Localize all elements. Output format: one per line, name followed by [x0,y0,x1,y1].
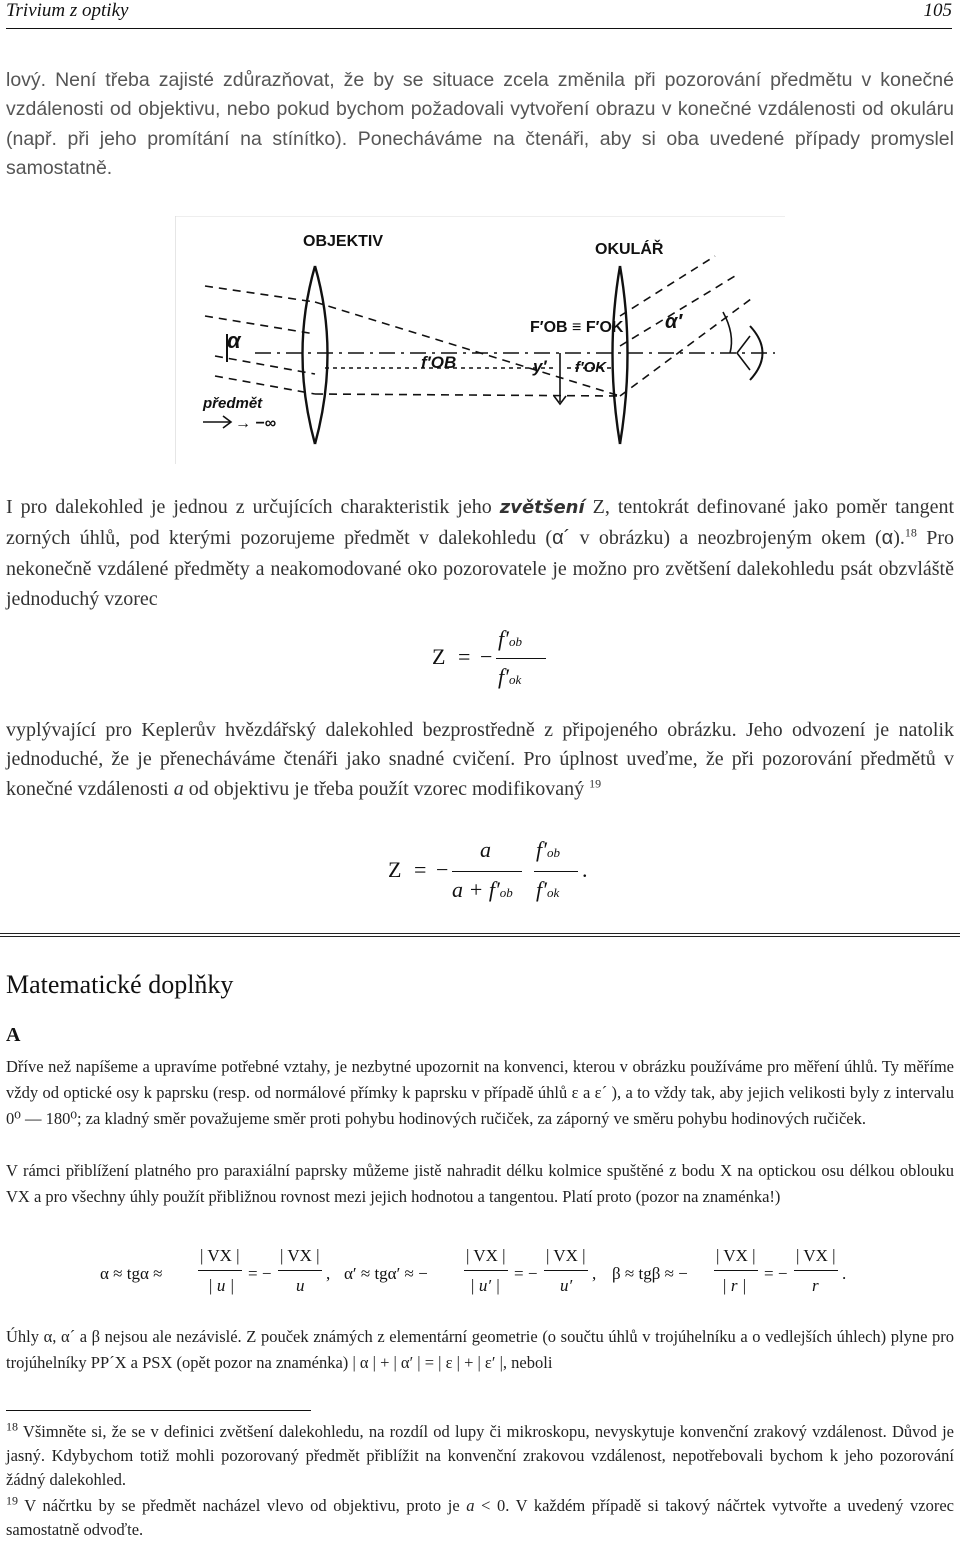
label-alpha: α [227,328,241,353]
eq2-den2-f: f′ [536,877,547,902]
text-segment: ). [893,527,905,550]
equation-finite-distance [388,835,618,915]
eq2-equals: = [414,857,427,882]
telescope-figure [175,216,785,464]
eq2-num2-sub: ob [546,845,560,860]
label-y-prime: y′ [533,357,547,376]
eq3-g1-eq: = − [248,1264,272,1283]
text-segment: , neboli [502,1353,553,1372]
section-divider [0,933,960,934]
eq3-g2-lhs: α′ ≈ tgα′ ≈ − [344,1264,428,1283]
eq1-den-sub: ok [508,672,522,687]
eq2-minus: − [436,857,449,882]
label-predmet: předmět [203,395,263,412]
eq2-den1-text: a + f′ [452,877,500,902]
footnote-19 [6,1494,954,1542]
eq1-numerator [498,626,522,652]
eq2-bar2 [534,871,578,872]
symbol-alpha: α [881,527,894,550]
footnote-ref-19: 19 [589,776,602,791]
paragraph-angle-convention: Dříve než napíšeme a upravíme potřebné vztahy, je nezbytné upozornit na konvenci, kterou v obrázku používáme pro měření úhlů. Ty měříme vždy od optické osy k paprsku (resp. od normálové přímky k paprsku v případě úhlů ε a ε´ ), a to vždy tak, aby jejich velikosti byly z intervalu 0⁰ — 180⁰; za kladný směr považujeme směr proti pohybu hodinových ručiček, za záporný ve směru pohybu hodinových ručiček. [6,1057,954,1128]
text-segment: vyplývající pro Keplerův hvězdářský dalekohled bezprostředně z připojeného obrázku. Jeho odvození je natolik jednoduché, že je přenecháváme čtenáři jako snadné cvičení. Pro úplnost uveďme, že při pozorování předmětů v konečné vzdálenosti [6,719,954,800]
eq1-lhs: Z [432,644,446,669]
symbol-alpha-prime: α´ [552,527,571,550]
label-focal-point: F′OB ≡ F′OK [530,319,624,336]
paragraph-paraxial: V rámci přiblížení platného pro paraxiální paprsky můžeme jistě nahradit délku kolmice spuštěné z bodu X na optickou osu délkou oblouku VX a pro všechny úhly použít přibližnou rovnost mezi jejich hodnotou a tangentou. Platí proto (pozor na znaménka!) [6,1161,954,1206]
eq1-num-f: f′ [498,626,509,651]
eq1-minus: − [480,644,493,669]
eq3-g3-eq: = − [764,1264,788,1283]
eq2-den1 [452,877,513,903]
symbol-a: a [173,777,184,800]
eq2-den2 [536,877,559,903]
label-minus-infinity: → −∞ [235,415,277,432]
eq1-fraction-bar [496,658,546,659]
running-header [6,0,952,29]
paragraph-kepler [6,716,954,804]
eq3-g3-bar1 [714,1270,758,1271]
footnote-number: 19 [6,1493,18,1508]
equation-magnification [420,620,640,700]
eq2-num1: a [480,837,491,862]
eq3-g2-sep: , [592,1264,597,1283]
paragraph-intro: lový. Není třeba zajisté zdůrazňovat, že by se situace zcela změnila při pozorování předmětu v konečné vzdálenosti od objektivu, nebo pokud bychom požadovali vytvoření obrazu v konečné vzdálenosti od okuláru (např. při jeho promítání na stínítko). Ponecháváme na čtenáři, aby si oba uvedené případy promyslel samostatně. [6,69,954,180]
eq3-g1-bar1 [198,1270,242,1271]
eq3-g1-d2: u [296,1276,305,1295]
eq3-g3-n2: | VX | [796,1246,836,1265]
eq3-g1-bar2 [278,1270,322,1271]
footnote-text: < 0. V každém případě si takový náčrtek vytvořte a uvedený vzorec samostatně odvoďte. [6,1496,954,1539]
text-segment: I pro dalekohled je jednou z určujících charakteristik jeho [6,496,500,518]
eq3-g1-d1: | u | [208,1276,235,1295]
eq3-g3-n1: | VX | [716,1246,756,1265]
footnote-ref-18: 18 [904,525,917,540]
eq1-num-sub: ob [508,634,522,649]
eq3-g2-bar2 [544,1270,588,1271]
text-segment: Pro nekonečně vzdálené předměty a neakomodované oko pozorovatele je možno pro zvětšení dalekohledu psát obzvláště jednoduchý vzorec [6,527,954,611]
eq2-den1-sub: ob [499,885,513,900]
text-segment: v obrázku) a neozbrojeným okem ( [570,527,882,550]
eq3-g1-lhs: α ≈ tgα ≈ [100,1264,163,1283]
footnote-text: Všimněte si, že se v definici zvětšení dalekohledu, na rozdíl od lupy či mikroskopu, nevyskytuje konvenční zrakový vzdálenost. Důvod je jasný. Kdybychom totiž mohli pozorovaný předmět přiblížit na konvenční zrakovou vzdálenost, nepotřebovali bychom k jeho pozorování žádný dalekohled. [6,1422,954,1489]
eq2-bar1 [452,871,522,872]
equation-angles [100,1244,860,1308]
text-segment: od objektivu je třeba použít vzorec modifikovaný [183,777,590,800]
eq3-g2-n1: | VX | [466,1246,506,1265]
eq3-g3-d2: r [812,1276,819,1295]
eq3-g2-d1: | u′ | [470,1276,501,1295]
footnote-18 [6,1420,954,1492]
text-segment: Z, tentokrát definované jako poměr tangent zorných úhlů, pod kterými pozorujeme předmět v dalekohledu ( [6,496,955,550]
eq3-g3-d1: | r | [722,1276,747,1295]
section-divider [0,936,960,937]
footnote-rule [6,1410,311,1411]
header-page-number: 105 [923,0,952,21]
expression-angle-sum: | α | + | α′ | = | ε | + | ε′ | [352,1353,503,1372]
eq2-num2-f: f′ [536,837,547,862]
eq3-g3-lhs: β ≈ tgβ ≈ − [612,1264,688,1283]
eq1-denominator [498,664,521,690]
footnote-text: V náčrtku by se předmět nacházel vlevo od objektivu, proto je [18,1496,467,1515]
eq2-period: . [582,857,588,882]
label-f-ob: f′OB [421,353,457,372]
label-objektiv: OBJEKTIV [303,233,384,250]
label-okular: OKULÁŘ [595,241,664,258]
eq3-g2-bar1 [464,1270,508,1271]
eq1-den-f: f′ [498,664,509,689]
eq2-lhs: Z [388,857,402,882]
eq3-g3-bar2 [794,1270,838,1271]
eq3-g1-sep: , [326,1264,331,1283]
eq2-den2-sub: ok [546,885,560,900]
paragraph-triangles [6,1324,954,1376]
subsection-title: A [6,1024,21,1046]
section-title: Matematické doplňky [6,970,234,999]
eq3-g2-d2: u′ [560,1276,573,1295]
label-f-ok: f′OK [575,359,607,376]
eq3-g1-n2: | VX | [280,1246,320,1265]
symbol-a: a [466,1496,475,1515]
eq2-num2 [536,837,560,863]
footnote-number: 18 [6,1419,18,1434]
eq1-equals: = [458,644,471,669]
label-alpha-prime: α′ [665,311,683,333]
eq3-g2-n2: | VX | [546,1246,586,1265]
text-segment: Úhly α, α´ a β nejsou ale nezávislé. Z pouček známých z elementární geometrie (o součtu úhlů v trojúhelníku a o vedlejších úhlech) plyne pro trojúhelníky PP´X a PSX (opět pozor na znaménka) [6,1327,954,1372]
header-title: Trivium z optiky [6,0,129,21]
eq3-g2-eq: = − [514,1264,538,1283]
paragraph-magnification [6,492,954,615]
eq3-g1-n1: | VX | [200,1246,240,1265]
term-zvetseni: zvětšení [499,497,585,518]
eq3-g3-sep: . [842,1264,847,1283]
